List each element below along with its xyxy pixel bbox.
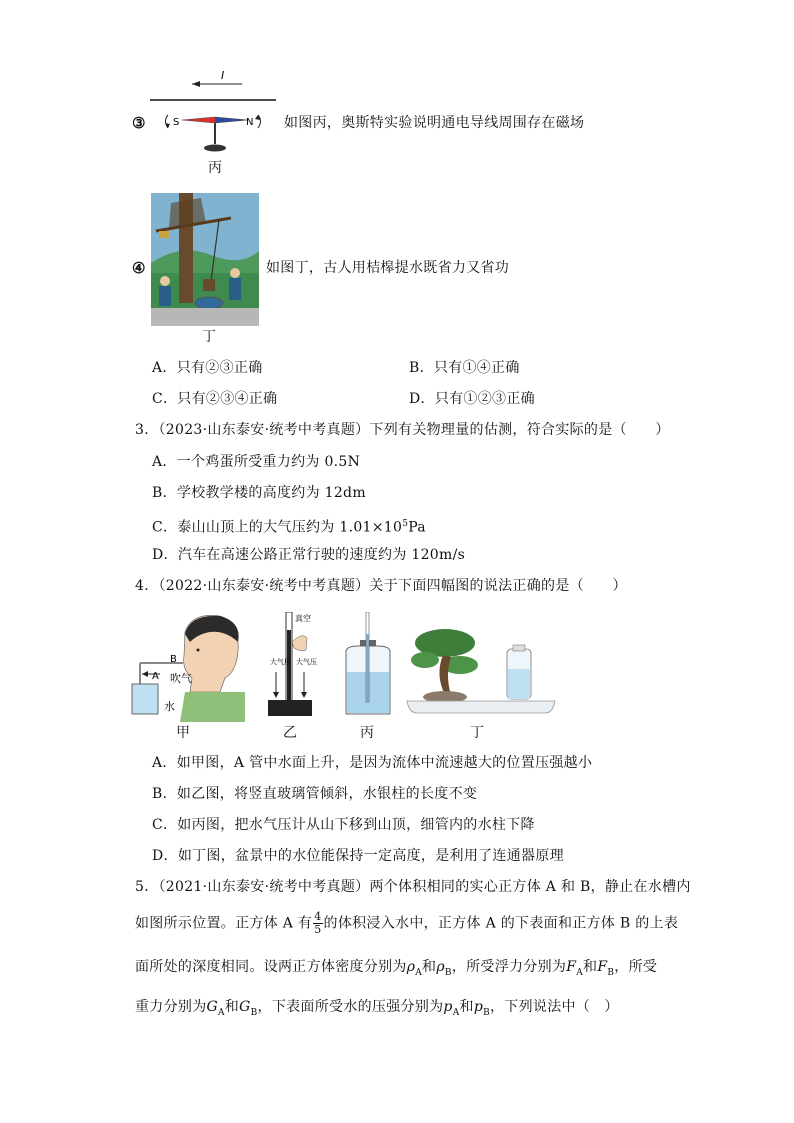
p-b-symbol: p [473, 999, 484, 1015]
figure-ding-label: 丁 [202, 329, 217, 345]
q5-line-2-end: 的体积浸入水中，正方体 A 的下表面和正方体 B 的上表 [323, 915, 679, 932]
q3-option-c [152, 514, 426, 538]
figure-ding-q4 [405, 625, 557, 722]
p-b-subscript: B [483, 1007, 490, 1018]
q5-and-1: 和 [422, 959, 437, 975]
rho-b-subscript: B [444, 967, 452, 978]
jia-label-b: B [170, 654, 177, 665]
q5-and-4: 和 [459, 999, 474, 1015]
g-a-symbol: G [206, 999, 218, 1015]
pole-s-label: S [173, 117, 180, 128]
figure-bing-label: 丙 [208, 160, 223, 176]
bonsai-diagram [405, 625, 557, 722]
q3-option-a: A．一个鸡蛋所受重力约为 0.5N [152, 454, 361, 470]
q2-option-a: A．只有②③正确 [152, 360, 263, 376]
q4-stem: 4．（2022·山东泰安·统考中考真题）关于下面四幅图的说法正确的是（ ） [135, 578, 627, 594]
torricelli-diagram [262, 612, 320, 722]
item3-text: 如图丙，奥斯特实验说明通电导线周围存在磁场 [284, 115, 585, 131]
q2-option-b: B．只有①④正确 [409, 360, 520, 376]
jia-label-water: 水 [164, 700, 175, 713]
rho-a-symbol: ρ [406, 959, 416, 975]
q5-line-3-end: ，所受 [614, 959, 658, 975]
q2-option-c: C．只有②③④正确 [152, 391, 278, 407]
p-a-symbol: p [443, 999, 453, 1015]
jia-label-blow: 吹气 [170, 672, 192, 685]
q4-option-c: C．如丙图，把水气压计从山下移到山顶，细管内的水柱下降 [152, 817, 535, 833]
g-b-subscript: B [250, 1007, 258, 1018]
q3-option-b: B．学校教学楼的高度约为 12dm [152, 485, 366, 501]
q3-option-c-exponent: 5 [402, 519, 409, 529]
q3-option-c-unit: Pa [408, 519, 426, 536]
figure-yi [262, 612, 320, 722]
q3-option-c-text: C．泰山山顶上的大气压约为 1.01×10 [152, 519, 403, 536]
barometer-bottle-diagram [338, 612, 398, 722]
f-a-subscript: A [576, 967, 584, 978]
f-a-symbol: F [566, 959, 577, 975]
rho-a-subscript: A [415, 967, 423, 978]
q5-line-4-end: ，下列说法中（ ） [490, 999, 619, 1015]
yi-label-atm-left: 大气压 [270, 658, 291, 666]
f-b-symbol: F [597, 959, 608, 975]
jia-label-a: A [152, 671, 159, 682]
item3-number: ③ [132, 114, 146, 132]
item4-text: 如图丁，古人用桔槔提水既省力又省功 [266, 260, 510, 276]
oersted-diagram [130, 62, 280, 182]
figure-bing-q4-label: 丙 [360, 725, 375, 741]
yi-label-atm-right: 大气压 [296, 658, 317, 666]
q5-line-3-mid: ，所受浮力分别为 [451, 959, 567, 975]
figure-bing [130, 62, 280, 182]
g-b-symbol: G [239, 999, 251, 1015]
yi-label-vacuum: 真空 [295, 614, 311, 623]
q3-option-d: D．汽车在高速公路正常行驶的速度约为 120m/s [152, 547, 466, 563]
q5-line-4-start: 重力分别为 [135, 999, 207, 1015]
figure-jia [130, 612, 250, 722]
q5-and-2: 和 [583, 959, 598, 975]
figure-ding-illustration [151, 193, 259, 326]
blow-tube-diagram [130, 612, 250, 722]
well-sweep-image [151, 193, 259, 326]
g-a-subscript: A [217, 1007, 225, 1018]
p-a-subscript: A [452, 1007, 460, 1018]
pole-n-label: N [246, 117, 254, 128]
q5-line-1: 5．（2021·山东泰安·统考中考真题）两个体积相同的实心正方体 A 和 B，静止在水槽内 [135, 879, 691, 895]
q4-option-b: B．如乙图，将竖直玻璃管倾斜，水银柱的长度不变 [152, 786, 478, 802]
q4-option-a: A．如甲图，A 管中水面上升，是因为流体中流速越大的位置压强越小 [152, 755, 593, 771]
q5-line-2-start: 如图所示位置。正方体 A 有 [135, 915, 313, 932]
q5-line-4 [135, 997, 619, 1023]
figure-yi-label: 乙 [283, 725, 298, 741]
current-label: I [221, 69, 225, 82]
rho-b-symbol: ρ [436, 959, 445, 975]
q2-option-d: D．只有①②③正确 [409, 391, 535, 407]
q4-option-d: D．如丁图，盆景中的水位能保持一定高度，是利用了连通器原理 [152, 848, 564, 864]
q5-line-3-start: 面所处的深度相同。设两正方体密度分别为 [135, 959, 407, 975]
q5-and-3: 和 [224, 999, 240, 1015]
fraction-denominator: 5 [314, 923, 322, 936]
item4-number: ④ [132, 259, 146, 277]
figure-bing-q4 [338, 612, 398, 722]
figure-ding-q4-label: 丁 [470, 725, 485, 741]
fraction-four-fifths [313, 911, 322, 936]
q5-line-2 [135, 911, 678, 936]
fraction-numerator: 4 [314, 910, 322, 923]
figure-jia-label: 甲 [176, 725, 191, 741]
q5-line-4-mid: ，下表面所受水的压强分别为 [257, 999, 444, 1015]
q5-line-3 [135, 957, 657, 983]
f-b-subscript: B [607, 967, 615, 978]
q3-stem: 3．（2023·山东泰安·统考中考真题）下列有关物理量的估测，符合实际的是（ ） [135, 422, 670, 438]
